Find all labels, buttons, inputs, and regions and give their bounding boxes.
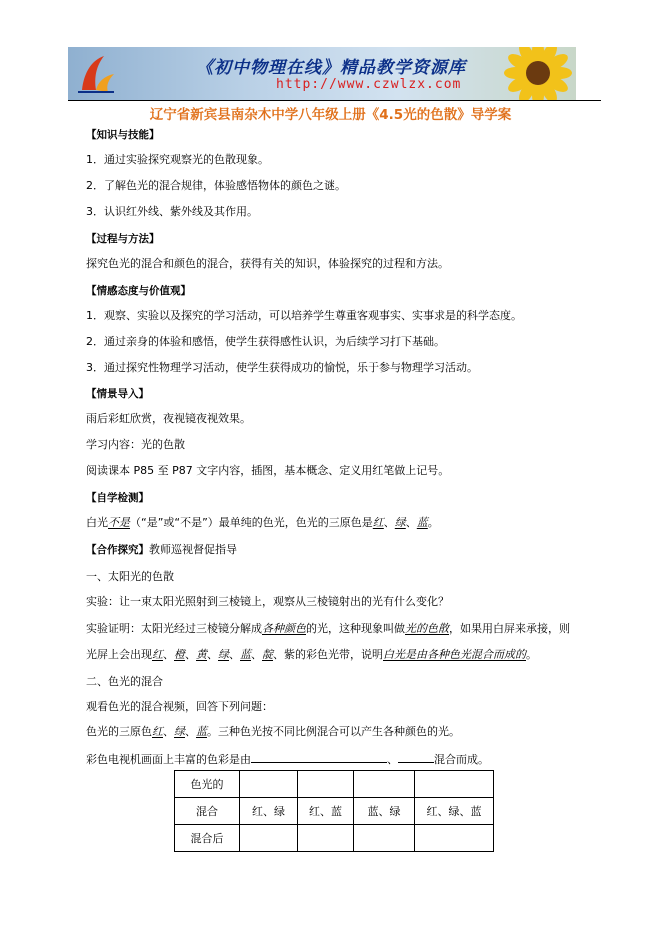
- experiment-proof-line: [86, 622, 570, 636]
- text: （“是”或“不是”）最单纯的色光，色光的三原色是: [130, 516, 373, 529]
- text: 。: [526, 648, 537, 661]
- banner-url[interactable]: http://www.czwlzx.com: [276, 77, 462, 92]
- handwritten-answer: 红: [152, 648, 163, 661]
- paragraph: 实验：让一束太阳光照射到三棱镜上，观察从三棱镜射出的光有什么变化？: [86, 595, 449, 608]
- handwritten-answer: 蓝: [240, 648, 251, 661]
- text: 、: [185, 648, 196, 661]
- banner-title: 《初中物理在线》精品教学资源库: [196, 58, 466, 78]
- text: 、: [273, 648, 284, 661]
- text: 的彩色光带，说明: [295, 648, 383, 661]
- table-cell: 红、蓝: [298, 798, 354, 825]
- handwritten-answer: 红: [372, 516, 384, 529]
- table-cell: [415, 825, 494, 852]
- text: 、: [163, 725, 174, 738]
- table-cell: 混合后: [175, 825, 240, 852]
- text: 教师巡视督促指导: [149, 543, 237, 556]
- paragraph: 阅读课本 P85 至 P87 文字内容，插图，基本概念、定义用红笔做上记号。: [86, 464, 450, 477]
- handwritten-answer: 红: [152, 725, 163, 738]
- handwritten-answer: 蓝: [196, 725, 207, 738]
- text: 、: [207, 648, 218, 661]
- text: 、: [163, 648, 174, 661]
- text: 。三种色光按不同比例混合可以产生各种颜色的光。: [207, 725, 460, 738]
- text: ，如果用白屏来承接，则: [449, 622, 570, 635]
- text: 的光，这种现象叫做: [306, 622, 405, 635]
- subheading: 二、色光的混合: [86, 675, 163, 688]
- paragraph: 3．认识红外线、紫外线及其作用。: [86, 205, 258, 218]
- table-row: [175, 825, 494, 852]
- text: 彩色电视机画面上丰富的色彩是由: [86, 753, 251, 766]
- text: 混合而成。: [434, 753, 489, 766]
- table-cell: [240, 771, 298, 798]
- table-cell: [240, 825, 298, 852]
- primary-colors-line: [86, 725, 460, 739]
- table-cell: [415, 771, 494, 798]
- text: 、: [251, 648, 262, 661]
- text: 、: [405, 516, 417, 529]
- paragraph: 2．了解色光的混合规律，体验感悟物体的颜色之谜。: [86, 179, 346, 192]
- paragraph: 雨后彩虹欣赏，夜视镜夜视效果。: [86, 412, 251, 425]
- handwritten-answer: 不是: [108, 516, 130, 529]
- handwritten-answer: 各种颜色: [262, 622, 306, 635]
- subheading: 一、太阳光的色散: [86, 570, 174, 583]
- self-check-line: [86, 516, 439, 530]
- table-cell: 蓝、绿: [354, 798, 415, 825]
- table-cell: 红、绿、蓝: [415, 798, 494, 825]
- section-header: 【合作探究】: [86, 544, 149, 556]
- color-mix-table: [174, 770, 494, 852]
- table-row: [175, 798, 494, 825]
- section-header: 【知识与技能】: [86, 129, 160, 141]
- tv-colors-line: [86, 751, 489, 767]
- table-cell: 红、绿: [240, 798, 298, 825]
- handwritten-answer: 靛: [262, 648, 273, 661]
- paragraph: 观看色光的混合视频，回答下列问题：: [86, 700, 273, 713]
- table-cell: 色光的: [175, 771, 240, 798]
- text: 色光的三原色: [86, 725, 152, 738]
- paragraph: 1．通过实验探究观察光的色散现象。: [86, 153, 269, 166]
- table-cell: [298, 825, 354, 852]
- paragraph: 1．观察、实验以及探究的学习活动，可以培养学生尊重客观事实、实事求是的科学态度。: [86, 309, 522, 322]
- text: 、: [229, 648, 240, 661]
- table-cell: 混合: [175, 798, 240, 825]
- sunflower-icon: [494, 47, 572, 100]
- paragraph: 3．通过探究性物理学习活动，使学生获得成功的愉悦，乐于参与物理学习活动。: [86, 361, 478, 374]
- coop-line: [86, 543, 237, 557]
- handwritten-answer: 绿: [394, 516, 406, 529]
- section-header: 【自学检测】: [86, 492, 149, 504]
- handwritten-answer: 橙: [174, 648, 185, 661]
- section-header: 【情景导入】: [86, 388, 149, 400]
- logo-icon: [74, 52, 118, 96]
- handwritten-answer: 绿: [218, 648, 229, 661]
- handwritten-answer: 蓝: [416, 516, 428, 529]
- text: 、: [185, 725, 196, 738]
- text: 。: [427, 516, 439, 529]
- text: 、: [387, 753, 398, 766]
- handwritten-answer: 白光是由各种色光混合而成的: [383, 648, 526, 661]
- document-title: 辽宁省新宾县南杂木中学八年级上册《4.5光的色散》导学案: [149, 107, 512, 123]
- header-banner: [68, 47, 576, 100]
- header-rule: [68, 100, 601, 101]
- handwritten-answer: 光的色散: [405, 622, 449, 635]
- text: 、: [383, 516, 395, 529]
- paragraph: 2．通过亲身的体验和感悟，使学生获得感性认识，为后续学习打下基础。: [86, 335, 445, 348]
- handwritten-answer: 绿: [174, 725, 185, 738]
- blank-line: [398, 751, 434, 763]
- text: 紫: [284, 648, 295, 661]
- text: 光屏上会出现: [86, 648, 152, 661]
- paragraph: 探究色光的混合和颜色的混合，获得有关的知识，体验探究的过程和方法。: [86, 257, 449, 270]
- paragraph: 学习内容：光的色散: [86, 438, 185, 451]
- table-cell: [354, 825, 415, 852]
- section-header: 【过程与方法】: [86, 233, 160, 245]
- table-cell: [298, 771, 354, 798]
- spectrum-line: [86, 648, 537, 662]
- table-cell: [354, 771, 415, 798]
- text: 白光: [86, 516, 108, 529]
- section-header: 【情感态度与价值观】: [86, 285, 191, 297]
- blank-line: [251, 751, 387, 763]
- text: 实验证明：太阳光经过三棱镜分解成: [86, 622, 262, 635]
- handwritten-answer: 黄: [196, 648, 207, 661]
- table-row: [175, 771, 494, 798]
